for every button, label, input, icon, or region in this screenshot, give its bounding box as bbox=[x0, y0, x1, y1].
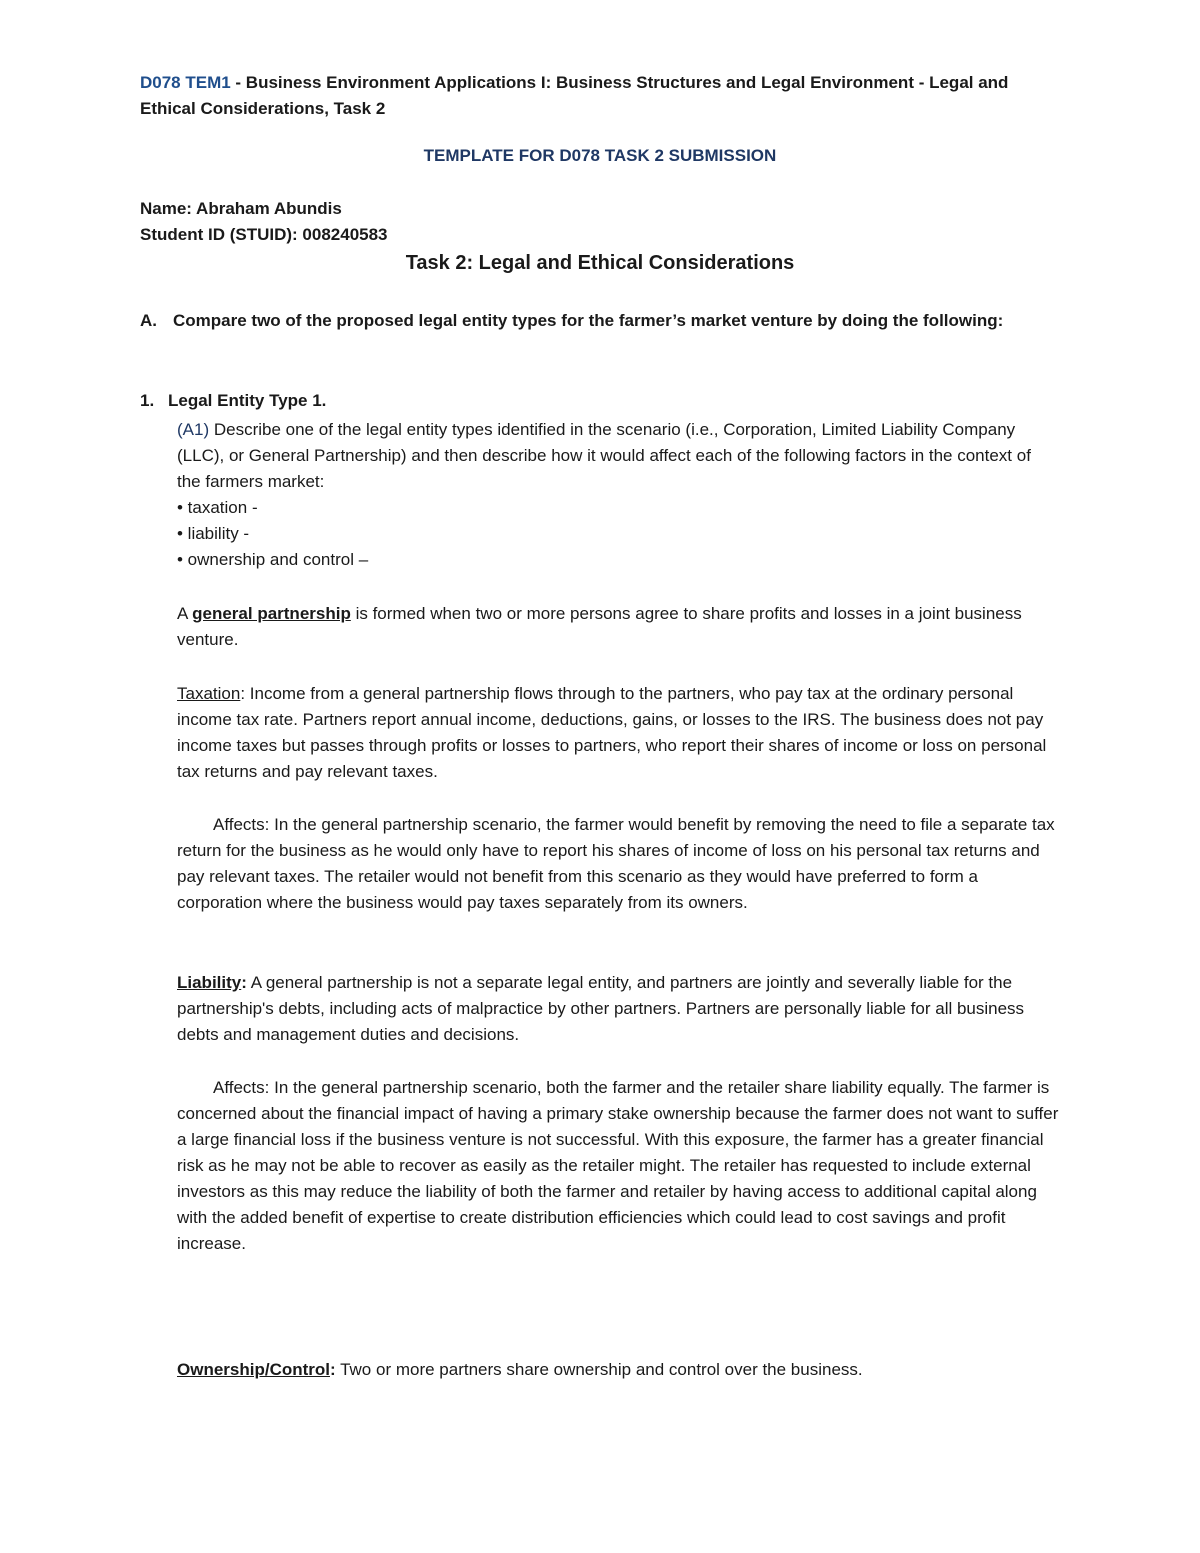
section-a-label: A. bbox=[140, 311, 157, 330]
taxation-affects-paragraph bbox=[177, 812, 1067, 916]
course-code: D078 TEM1 bbox=[140, 73, 231, 92]
item-label: Legal Entity Type 1. bbox=[168, 391, 327, 410]
bullet-taxation: • taxation - bbox=[177, 498, 258, 517]
ownership-heading: Ownership/Control bbox=[177, 1360, 330, 1379]
a1-prompt bbox=[177, 417, 1057, 495]
item-number: 1. bbox=[140, 391, 155, 410]
student-id: Student ID (STUID): 008240583 bbox=[140, 225, 388, 244]
task-title: Task 2: Legal and Ethical Considerations bbox=[405, 252, 795, 274]
taxation-colon: : bbox=[240, 684, 246, 703]
gp-rest: is formed when two or more persons agree to share profits and losses in a joint business venture. bbox=[177, 604, 1022, 649]
ownership-colon: : bbox=[330, 1360, 336, 1379]
taxation-affects-text: In the general partnership scenario, the farmer would benefit by removing the need to file a separate tax return for the business as he would only have to report his shares of income of loss on his personal tax returns and pay relevant taxes. The retailer would not benefit from this scenario as they would have preferred to form a corporation where the business would pay taxes separately from its owners. bbox=[177, 815, 1055, 912]
a1-tag: (A1) bbox=[177, 420, 210, 439]
bullet-liability: • liability - bbox=[177, 524, 250, 543]
liability-colon: : bbox=[241, 973, 247, 992]
gp-term: general partnership bbox=[192, 604, 351, 623]
liability-text: A general partnership is not a separate legal entity, and partners are jointly and severally liable for the partnership's debts, including acts of malpractice by other partners. Partners are personally liable for all business debts and management duties and decisions. bbox=[177, 973, 1025, 1044]
general-partnership-intro bbox=[177, 601, 1057, 653]
liability-affects-paragraph bbox=[177, 1075, 1067, 1257]
gp-prefix: A bbox=[177, 604, 193, 623]
section-a-prompt: Compare two of the proposed legal entity types for the farmer’s market venture by doing the following: bbox=[173, 311, 1004, 330]
course-title: - Business Environment Applications I: Business Structures and Legal Environment - Legal and Ethical Considerations, Task 2 bbox=[140, 73, 1009, 118]
liability-affects-text: In the general partnership scenario, both the farmer and the retailer share liability equally. The farmer is concerned about the financial impact of having a primary stake ownership because the farmer does not want to suffer a large financial loss if the business venture is not successful. With this exposure, the farmer has a greater financial risk as he may not be able to recover as easily as the retailer might. The retailer has requested to include external investors as this may reduce the liability of both the farmer and retailer by having access to additional capital along with the added benefit of expertise to create distribution efficiencies which could lead to cost savings and profit increase. bbox=[177, 1078, 1059, 1253]
liability-paragraph bbox=[177, 970, 1067, 1048]
course-header bbox=[140, 70, 1060, 122]
taxation-affects-label: Affects: bbox=[213, 815, 270, 834]
bullet-ownership: • ownership and control – bbox=[177, 550, 369, 569]
ownership-paragraph bbox=[177, 1357, 1067, 1383]
a1-bullet-list bbox=[177, 495, 368, 573]
liability-heading: Liability bbox=[177, 973, 242, 992]
taxation-heading: Taxation bbox=[177, 684, 241, 703]
template-title: TEMPLATE FOR D078 TASK 2 SUBMISSION bbox=[423, 146, 777, 165]
taxation-text: Income from a general partnership flows through to the partners, who pay tax at the ordinary personal income tax rate. Partners report annual income, deductions, gains, or losses to the IRS. The business does not pay income taxes but passes through profits or losses to partners, who report their shares of income or loss on personal tax returns and pay relevant taxes. bbox=[177, 684, 1047, 781]
taxation-paragraph bbox=[177, 681, 1067, 785]
liability-affects-label: Affects: bbox=[213, 1078, 270, 1097]
a1-text: Describe one of the legal entity types identified in the scenario (i.e., Corporation, Limited Liability Company (LLC), or General Partnership) and then describe how it would affect each of the following factors in the context of the farmers market: bbox=[177, 420, 1031, 491]
ownership-text: Two or more partners share ownership and control over the business. bbox=[335, 1360, 863, 1379]
student-name: Name: Abraham Abundis bbox=[140, 199, 342, 218]
